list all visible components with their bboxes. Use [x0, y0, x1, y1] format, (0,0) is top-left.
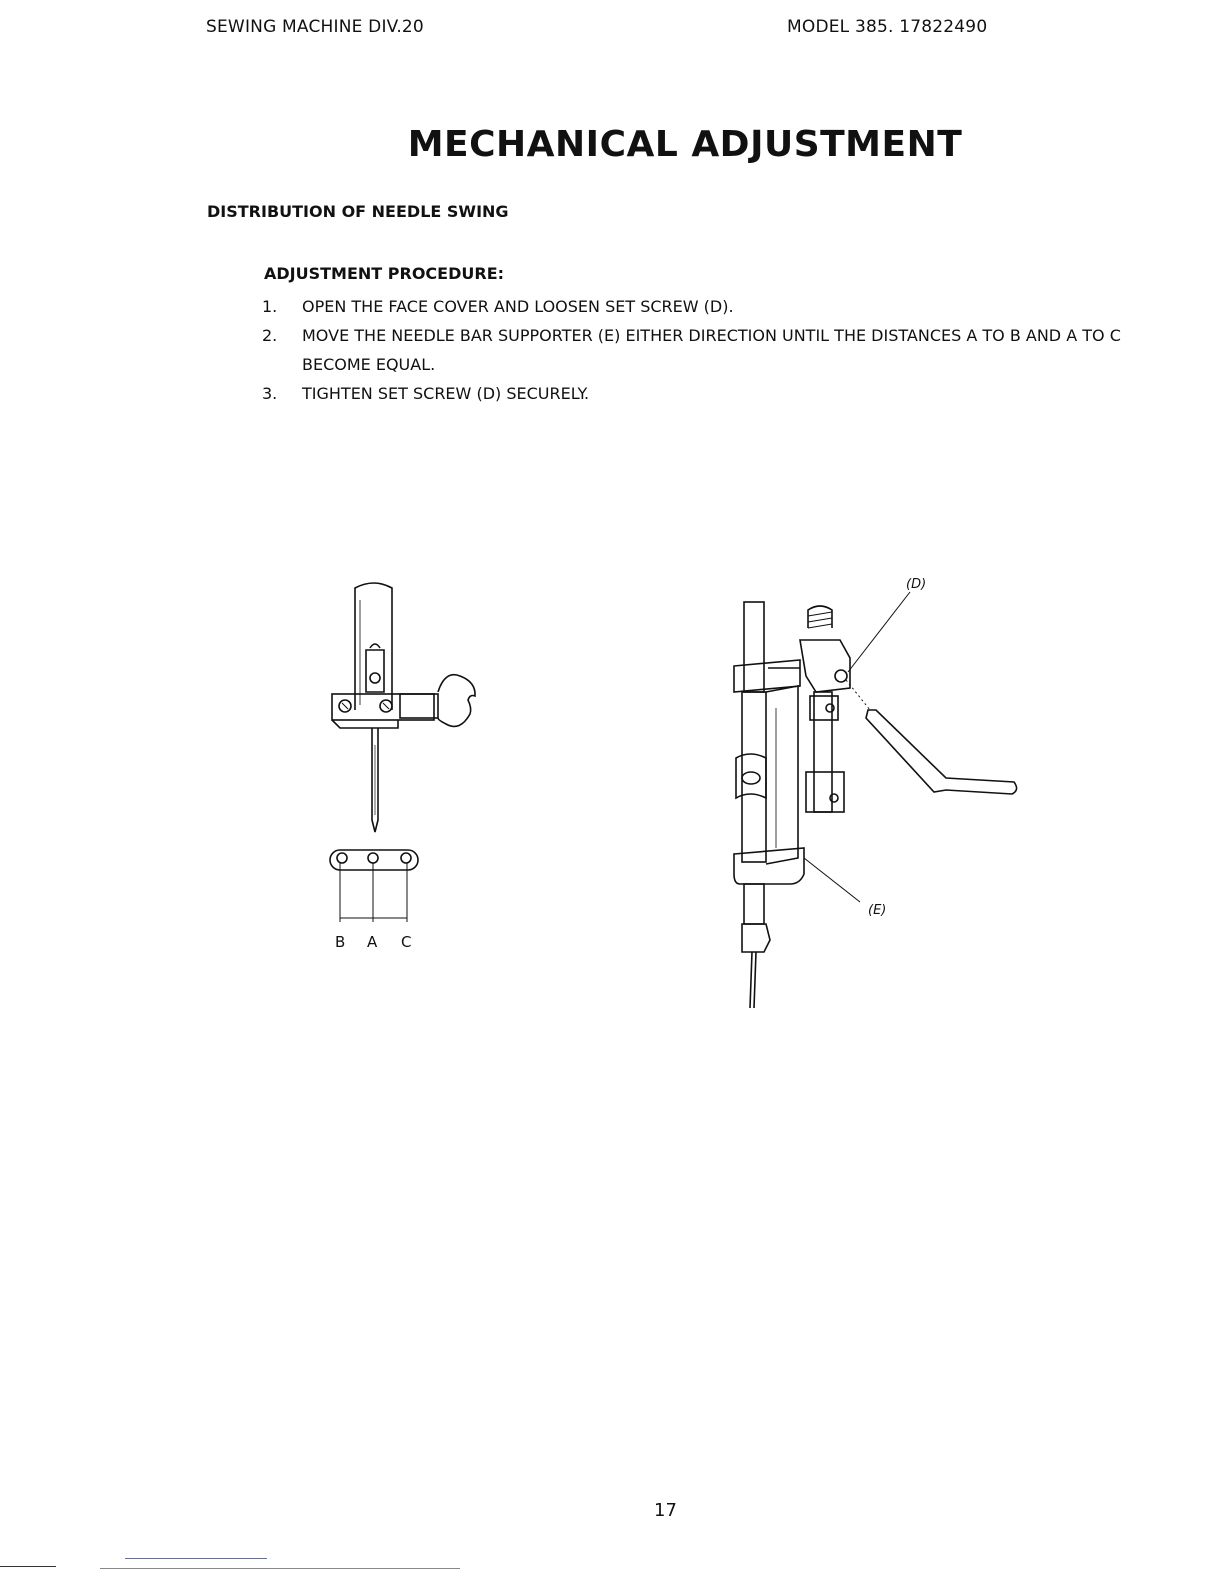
page-number: 17 — [654, 1500, 677, 1521]
step-text: TIGHTEN SET SCREW (D) SECURELY. — [302, 384, 590, 403]
needle-swing-figure — [300, 570, 500, 960]
scan-artifact-line — [125, 1558, 267, 1559]
needle-swing-drawing — [300, 570, 500, 960]
scan-artifact-line — [0, 1566, 56, 1567]
step-item — [262, 292, 1142, 321]
screwdriver-shape — [866, 710, 1017, 794]
step-number: 3. — [262, 384, 278, 403]
label-b: B — [335, 933, 346, 951]
needle-bar-shape — [744, 602, 764, 692]
needle-clamp-shape — [332, 694, 434, 720]
label-d: (D) — [906, 577, 927, 592]
section-title: DISTRIBUTION OF NEEDLE SWING — [207, 202, 509, 221]
header-left: SEWING MACHINE DIV.20 — [206, 17, 424, 37]
scan-artifact-line — [100, 1568, 460, 1569]
step-item — [262, 379, 1142, 408]
supporter-base-shape — [734, 848, 804, 884]
set-screw-block-shape — [800, 640, 850, 692]
procedure-heading: ADJUSTMENT PROCEDURE: — [264, 264, 505, 283]
thumb-screw-shape — [438, 675, 475, 727]
needle-bar-supporter-drawing — [720, 568, 1040, 1018]
page-title: MECHANICAL ADJUSTMENT — [407, 124, 963, 165]
label-a: A — [367, 933, 378, 951]
label-c: C — [401, 933, 412, 951]
needle-bar-shape — [355, 583, 392, 710]
step-item — [262, 321, 1142, 379]
label-e: (E) — [868, 903, 887, 918]
step-number: 1. — [262, 297, 278, 316]
step-text: MOVE THE NEEDLE BAR SUPPORTER (E) EITHER DIRECTION UNTIL THE DISTANCES A TO B AND A TO C BECOME EQUAL. — [302, 326, 1121, 374]
step-number: 2. — [262, 326, 278, 345]
header-right: MODEL 385. 17822490 — [787, 17, 988, 37]
needle-bar-supporter-figure — [720, 568, 1040, 1018]
step-text: OPEN THE FACE COVER AND LOOSEN SET SCREW (D). — [302, 297, 734, 316]
procedure-steps — [262, 292, 1142, 408]
